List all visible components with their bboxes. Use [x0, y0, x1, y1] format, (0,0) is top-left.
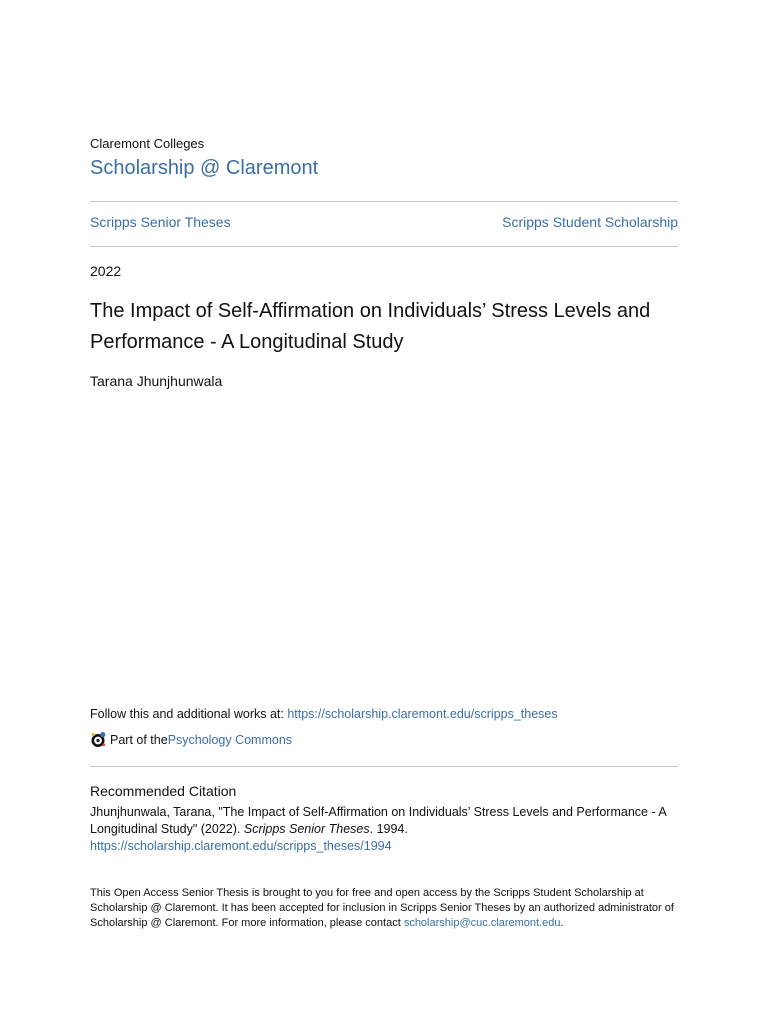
contact-email-link[interactable]: scholarship@cuc.claremont.edu [403, 917, 561, 929]
repository-link[interactable]: Scholarship @ Claremont [90, 157, 319, 179]
divider-nav [90, 246, 678, 247]
follow-prefix: Follow this and additional works at: [90, 707, 288, 721]
paper-title: The Impact of Self-Affirmation on Individuals’ Stress Levels and Performance - A Longitudinal Study [90, 300, 651, 353]
divider-citation [90, 766, 678, 767]
psychology-commons-link[interactable]: Psychology Commons [167, 732, 293, 747]
divider-top [90, 201, 678, 202]
follow-line [90, 707, 558, 721]
access-end: . [560, 917, 564, 929]
citation-number: . 1994. [369, 822, 408, 836]
part-of-line [90, 731, 292, 748]
series-link[interactable]: Scripps Senior Theses [90, 214, 231, 230]
publication-year: 2022 [90, 263, 122, 279]
part-of-prefix: Part of the [110, 732, 168, 747]
follow-url-link[interactable]: https://scholarship.claremont.edu/scripps_theses [287, 707, 558, 721]
institution-name: Claremont Colleges [90, 136, 205, 151]
commons-network-icon [90, 731, 107, 748]
access-text: This Open Access Senior Thesis is brought to you for free and open access by the Scripps Student Scholarship at Scholarship @ Claremont. It has been accepted for inclusion in Scripps Senior Theses by an authorized administrator of Scholarship @ Claremont. For more information, please contact [90, 887, 674, 929]
citation-journal: Scripps Senior Theses [243, 822, 370, 836]
author-name: Tarana Jhunjhunwala [90, 373, 223, 389]
citation-text: Jhunjhunwala, Tarana, "The Impact of Self-Affirmation on Individuals’ Stress Levels and Performance - A Longitudinal Study" (2022). [90, 805, 667, 836]
citation-block [90, 804, 678, 855]
citation-url-link[interactable]: https://scholarship.claremont.edu/scripps_theses/1994 [90, 839, 392, 853]
cover-page [90, 0, 678, 1024]
access-statement [90, 886, 678, 931]
citation-heading: Recommended Citation [90, 783, 237, 799]
collection-link[interactable]: Scripps Student Scholarship [502, 214, 678, 230]
